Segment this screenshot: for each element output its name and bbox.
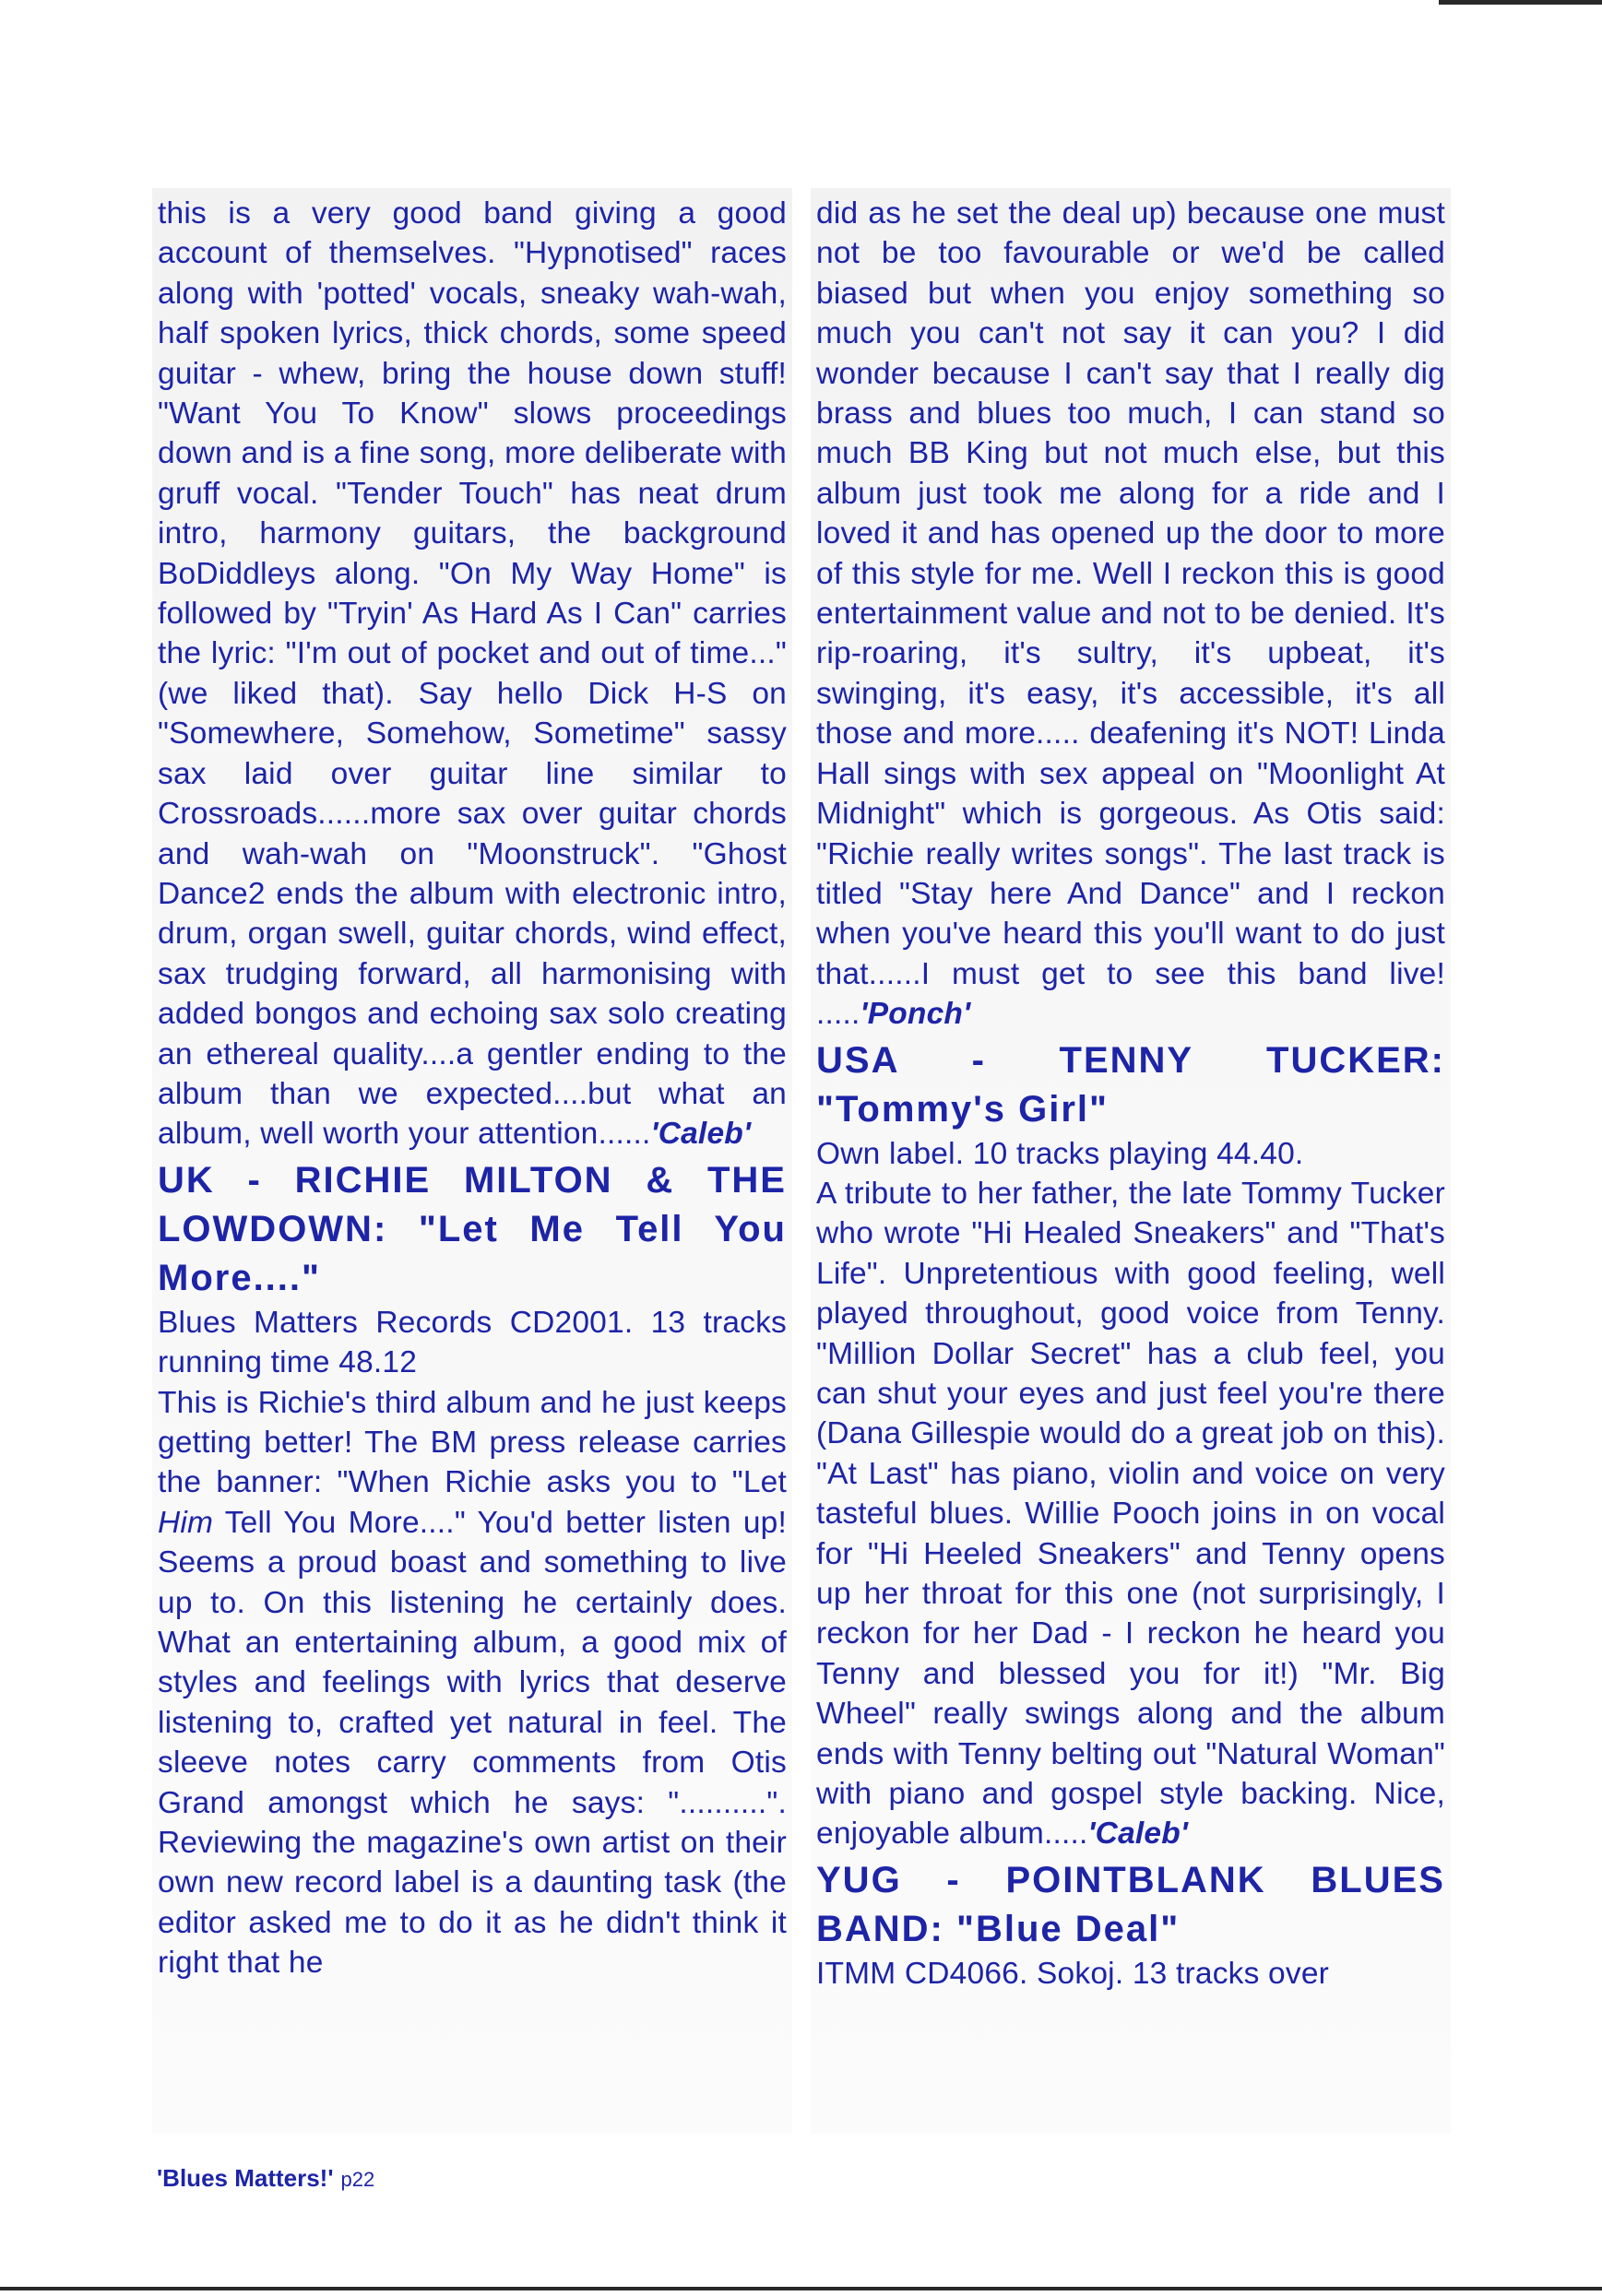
review3-heading: USA - TENNY TUCKER: "Tommy's Girl" (816, 1039, 1445, 1130)
review2-body (158, 1383, 787, 1983)
review3-signature: 'Caleb' (1087, 1817, 1189, 1852)
review3-body (816, 1174, 1445, 1854)
review2-label-info: Blues Matters Records CD2001. 13 tracks running time 48.12 (158, 1305, 787, 1380)
review2-continued-text: did as he set the deal up) because one must not be too favourable or we'd be called biased but when you enjoy something so much you can't not say it can you? I did wonder because I can't say that I really dig brass and blues too much, I can stand so much BB King but not much else, but this album just took me along for a ride and I loved it and has opened up the door to more of this style for me. Well I reckon this is good entertainment value and not to be denied. It's rip-roaring, it's sultry, it's upbeat, it's swinging, it's easy, it's accessible, it's all those and more..... deafening it's NOT! Linda Hall sings with sex appeal on "Moonlight At Midnight" which is gorgeous. As Otis said: "Richie really writes songs". The last track is titled "Stay here And Dance" and I reckon when you've heard this you'll want to do just that......I must get to see this band live! ..... (816, 196, 1445, 1032)
bottom-edge-line (0, 2287, 1602, 2290)
left-column (152, 188, 792, 2134)
review4-label-info: ITMM CD4066. Sokoj. 13 tracks over (816, 1956, 1330, 1991)
review2-text-b: Tell You More...." You'd better listen up! Seems a proud boast and something to live up to. On this listening he certainly does. What an entertaining album, a good mix of styles and feelings with lyrics that deserve listening to, crafted yet natural in feel. The sleeve notes carry comments from Otis Grand amongst which he says: "..........". Reviewing the magazine's own artist on their own new record label is a daunting task (the editor asked me to do it as he didn't think it right that he (158, 1505, 787, 1981)
magazine-name: 'Blues Matters!' (157, 2164, 334, 2192)
review2-heading: UK - RICHIE MILTON & THE LOWDOWN: "Let Me Tell You More...." (158, 1159, 787, 1298)
review2-signature: 'Ponch' (860, 997, 971, 1032)
review2-continuation (816, 194, 1445, 1035)
review3-text: A tribute to her father, the late Tommy Tucker who wrote "Hi Healed Sneakers" and "That's Life". Unpretentious with good feeling, well played throughout, good voice from Tenny. "Million Dollar Secret" has a club feel, you can shut your eyes and just feel you're there (Dana Gillespie would do a great job on this). "At Last" has piano, violin and voice on very tasteful blues. Willie Pooch joins in on vocal for "Hi Heeled Sneakers" and Tenny opens up her throat for this one (not surprisingly, I reckon for her Dad - I reckon he heard you Tenny and blessed you for it!) "Mr. Big Wheel" really swings along and the album ends with Tenny belting out "Natural Woman" with piano and gospel style backing. Nice, enjoyable album..... (816, 1176, 1445, 1852)
review1-text: this is a very good band giving a good account of themselves. "Hypnotised" races along with 'potted' vocals, sneaky wah-wah, half spoken lyrics, thick chords, some speed guitar - whew, bring the house down stuff! "Want You To Know" slows proceedings down and is a fine song, more deliberate with gruff vocal. "Tender Touch" has neat drum intro, harmony guitars, the background BoDiddleys along. "On My Way Home" is followed by "Tryin' As Hard As I Can" carries the lyric: "I'm out of pocket and out of time..." (we liked that). Say hello Dick H-S on "Somewhere, Somehow, Sometime" sassy sax laid over guitar line similar to Crossroads......more sax over guitar chords and wah-wah on "Moonstruck". "Ghost Dance2 ends the album with electronic intro, drum, organ swell, guitar chords, wind effect, sax trudging forward, all harmonising with added bongos and echoing sax solo creating an ethereal quality....a gentler ending to the album than we expected....but what an album, well worth your attention...... (158, 196, 787, 1152)
page-number: p22 (340, 2168, 375, 2191)
review1-signature: 'Caleb' (650, 1117, 752, 1152)
review4-heading: YUG - POINTBLANK BLUES BAND: "Blue Deal" (816, 1859, 1445, 1949)
review3-label-info: Own label. 10 tracks playing 44.40. (816, 1136, 1304, 1171)
review2-emphasis: Him (158, 1505, 214, 1540)
page-footer (157, 2164, 374, 2193)
review1-continuation (158, 194, 787, 1154)
top-edge-line (1439, 0, 1602, 5)
right-column (811, 188, 1451, 2134)
review2-text-a: This is Richie's third album and he just keeps getting better! The BM press release carries the banner: "When Richie asks you to "Let (158, 1385, 787, 1500)
